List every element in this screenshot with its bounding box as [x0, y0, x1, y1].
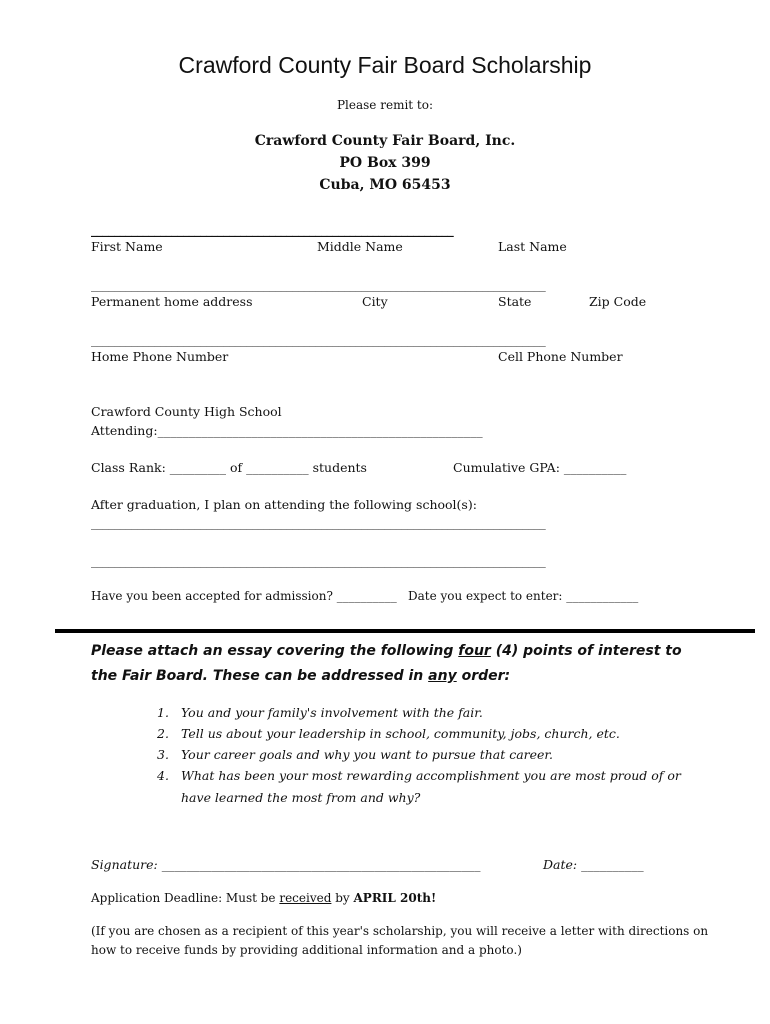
plan-line-1[interactable]: _______________________________________________________________________________ [91, 515, 546, 530]
remit-label: Please remit to: [336, 98, 434, 112]
zip-label: Zip Code [589, 294, 647, 309]
address-label: Permanent home address [91, 294, 253, 309]
city-label: City [362, 294, 388, 309]
po-box: PO Box 399 [339, 155, 431, 171]
list-item: Tell us about your leadership in school, community, jobs, church, etc. [181, 726, 620, 741]
high-school-label: Crawford County High School [91, 404, 282, 419]
state-label: State [498, 294, 532, 309]
date-field[interactable]: Date: __________ [543, 857, 644, 872]
class-rank-field[interactable]: Class Rank: _________ of __________ students [91, 460, 367, 475]
middle-name-label: Middle Name [317, 239, 403, 254]
high-school-field[interactable]: Attending:____________________________________________________ [91, 423, 483, 438]
address-line[interactable]: _______________________________________________________________________________ [91, 277, 546, 292]
list-item-continuation: have learned the most from and why? [181, 790, 421, 805]
signature-field[interactable]: Signature: ___________________________________________________ [91, 857, 481, 872]
section-divider [55, 629, 755, 633]
page-title: Crawford County Fair Board Scholarship [178, 52, 592, 78]
enter-date-field[interactable]: Date you expect to enter: ____________ [408, 589, 639, 603]
accepted-field[interactable]: Have you been accepted for admission? __________ [91, 589, 397, 603]
home-phone-label: Home Phone Number [91, 349, 229, 364]
plan-label: After graduation, I plan on attending the following school(s): [91, 497, 477, 512]
note-line-2: how to receive funds by providing additional information and a photo.) [91, 943, 522, 957]
city-state-zip: Cuba, MO 65453 [319, 177, 451, 193]
gpa-field[interactable]: Cumulative GPA: __________ [453, 460, 627, 475]
cell-phone-label: Cell Phone Number [498, 349, 623, 364]
list-item-number: 3. [157, 747, 169, 762]
list-item: Your career goals and why you want to pursue that career. [181, 747, 554, 762]
essay-instruction-line-1: Please attach an essay covering the following four (4) points of interest to [91, 643, 682, 659]
deadline-text: Application Deadline: Must be received by APRIL 20th! [91, 891, 437, 905]
essay-instruction-line-2: the Fair Board. These can be addressed in any order: [91, 668, 511, 684]
list-item-number: 4. [157, 768, 169, 783]
last-name-label: Last Name [498, 239, 567, 254]
org-name: Crawford County Fair Board, Inc. [254, 133, 516, 149]
plan-line-2[interactable]: _______________________________________________________________________________ [91, 553, 546, 568]
name-line[interactable]: _______________________________________________________________ [91, 222, 454, 237]
list-item-number: 2. [157, 726, 169, 741]
phone-line[interactable]: _______________________________________________________________________________ [91, 332, 546, 347]
list-item: What has been your most rewarding accomplishment you are most proud of or [181, 768, 681, 783]
first-name-label: First Name [91, 239, 163, 254]
note-line-1: (If you are chosen as a recipient of this year's scholarship, you will receive a letter with directions on [91, 924, 709, 938]
list-item: You and your family's involvement with the fair. [181, 705, 483, 720]
list-item-number: 1. [157, 705, 169, 720]
